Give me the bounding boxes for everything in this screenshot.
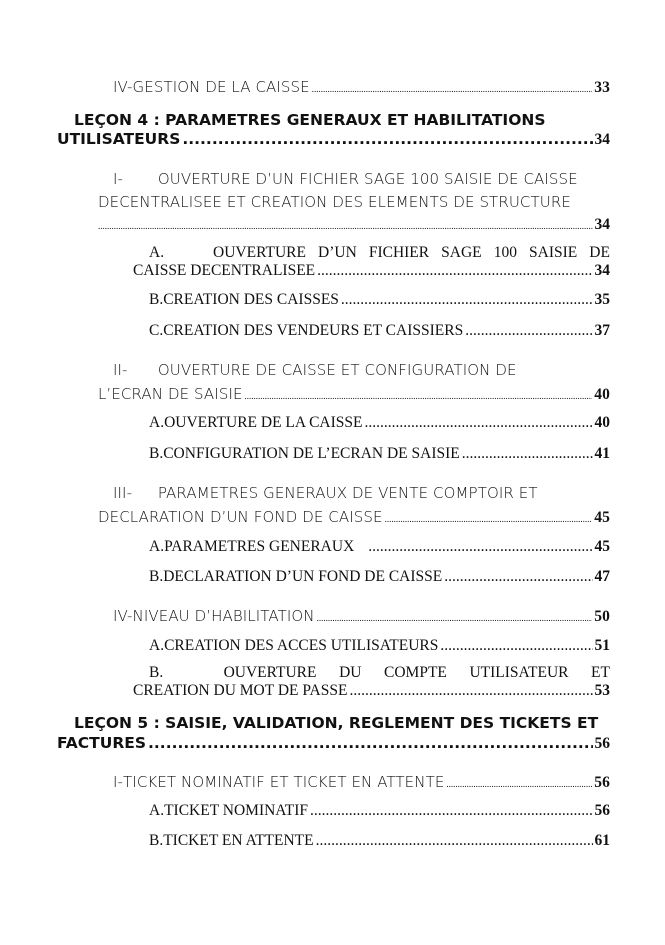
dot-leader [310,802,592,820]
toc-entry-page: 34 [594,131,610,148]
toc-subentry[interactable] [149,832,610,850]
toc-entry-page: 45 [594,538,610,555]
toc-entry-number: A. [149,414,165,431]
dot-leader [148,734,592,752]
toc-entry-number: A. [149,244,165,261]
word: OUVERTURE [223,664,317,681]
toc-subentry[interactable] [149,322,610,340]
toc-entry-page: 35 [594,291,610,308]
toc-entry-title: CONFIGURATION DE L’ECRAN DE SAISIE [163,445,460,462]
toc-entry-title-line1: PARAMETRES GENERAUX DE VENTE COMPTOIR ET [157,484,538,502]
toc-section-heading[interactable] [113,361,517,379]
toc-subentry[interactable] [149,414,610,432]
toc-entry-title: TICKET NOMINATIF [164,802,309,819]
toc-entry-title: OUVERTURE DE LA CAISSE [164,414,363,431]
toc-entry-number: A. [149,802,165,819]
toc-entry-page: 56 [594,774,610,791]
toc-entry-number: B. [149,445,164,462]
toc-entry-page: 33 [594,79,610,96]
toc-lesson-heading[interactable] [74,111,546,129]
toc-entry-number: III- [113,484,133,502]
toc-entry-number: IV- [113,78,133,96]
toc-lesson-title-line2: FACTURES [57,734,147,752]
dot-leader [341,291,593,309]
toc-section-heading-line2 [98,508,610,527]
toc-entry-title: CREATION DES VENDEURS ET CAISSIERS [163,322,464,339]
word: OUVERTURE [213,244,306,261]
toc-entry[interactable] [113,78,610,97]
toc-subentry-line1 [149,666,610,680]
toc-entry-page: 53 [594,682,610,699]
dot-leader [365,414,593,432]
toc-section-heading-line2 [98,385,610,404]
toc-lesson-title-line1: LEÇON 5 : SAISIE, VALIDATION, REGLEMENT DES TICKETS ET [74,714,599,732]
toc-entry-title-line2: DECLARATION D’UN FOND DE CAISSE [98,508,383,526]
toc-entry-number: I- [113,170,124,188]
dot-leader [465,322,592,340]
toc-entry-number: B. [149,664,164,681]
toc-entry-title-line2: DECENTRALISEE ET CREATION DES ELEMENTS DE STRUCTURE [98,193,571,211]
dot-leader [444,568,592,586]
toc-entry-number: II- [113,361,128,379]
dot-leader [349,682,592,700]
word: SAISIE [529,244,578,261]
toc-lesson-heading-line2[interactable] [57,734,610,753]
toc-entry-page: 47 [594,568,610,585]
toc-section-heading[interactable] [113,170,578,188]
toc-entry-title: CREATION DES ACCES UTILISATEURS [164,637,439,654]
toc-entry-page: 37 [594,322,610,339]
toc-subentry[interactable] [149,538,610,556]
dot-leader [316,832,593,850]
toc-leader-row[interactable] [98,216,610,234]
toc-subentry[interactable] [149,637,610,655]
toc-subentry[interactable] [149,568,610,586]
toc-entry-title: NIVEAU D’HABILITATION [132,607,315,625]
toc-lesson-title-line1: LEÇON 4 : PARAMETRES GENERAUX ET HABILITATIONS [74,111,546,129]
word: FICHIER [368,244,430,261]
toc-entry-title: TICKET EN ATTENTE [163,832,314,849]
toc-subentry[interactable] [149,666,610,680]
toc-entry-number: C. [149,322,164,339]
toc-section-heading[interactable] [113,773,610,792]
word: DU [339,664,362,681]
toc-entry-number: B. [149,291,164,308]
toc-entry-title: CREATION DES CAISSES [163,291,339,308]
toc-subentry[interactable] [149,802,610,820]
dot-leader [462,445,593,463]
dot-leader [446,779,592,789]
word: SAGE [441,244,482,261]
toc-entry-page: 50 [594,608,610,625]
dot-leader [98,221,593,231]
toc-entry-number: A. [149,637,165,654]
dot-leader [317,613,593,623]
toc-entry-title-line2: CAISSE DECENTRALISEE [133,262,316,279]
toc-entry-title: PARAMETRES GENERAUX [164,538,355,555]
word: UTILISATEUR [469,664,569,681]
word: D’UN [318,244,357,261]
toc-section-heading-line2 [98,193,571,211]
word: ET [591,664,610,681]
toc-entry-number: IV- [113,607,133,625]
toc-entry-page: 51 [594,637,610,654]
word: DE [589,244,610,261]
dot-leader [385,514,593,524]
toc-entry-page: 40 [594,386,610,403]
toc-entry-title-line1: OUVERTURE DE CAISSE ET CONFIGURATION DE [157,361,517,379]
toc-entry-title: GESTION DE LA CAISSE [132,78,310,96]
toc-subentry[interactable] [149,246,610,260]
toc-section-heading[interactable] [113,484,538,502]
word: 100 [493,244,517,261]
toc-entry-number: B. [149,568,164,585]
toc-entry-title: DECLARATION D’UN FOND DE CAISSE [163,568,443,585]
dot-leader [317,262,592,280]
toc-entry-number: B. [149,832,164,849]
toc-entry-page: 61 [594,832,610,849]
toc-entry-page: 34 [594,262,610,279]
toc-lesson-title-line2: UTILISATEURS [57,130,181,148]
toc-section-heading[interactable] [113,607,610,626]
word: COMPTE [384,664,447,681]
toc-entry-page: 41 [594,445,610,462]
toc-subentry-line1 [149,246,610,260]
toc-entry-title-line2: CREATION DU MOT DE PASSE [133,682,348,699]
toc-entry-title-line2: L’ECRAN DE SAISIE [98,385,243,403]
toc-entry-page: 40 [594,414,610,431]
dot-leader [182,130,592,148]
toc-entry-page: 56 [594,735,610,752]
toc-lesson-heading-line2[interactable] [57,130,610,149]
dot-leader [368,538,592,556]
toc-entry-title: TICKET NOMINATIF ET TICKET EN ATTENTE [123,773,445,791]
toc-subentry-line2 [133,682,610,700]
toc-entry-page: 34 [594,216,610,233]
toc-entry-number: I- [113,773,124,791]
toc-entry-page: 56 [594,802,610,819]
toc-entry-number: A. [149,538,165,555]
toc-lesson-heading[interactable] [74,714,598,732]
toc-subentry[interactable] [149,445,610,463]
toc-subentry-line2 [133,262,610,280]
toc-subentry[interactable] [149,291,610,309]
toc-entry-title-line1: OUVERTURE D’UN FICHIER SAGE 100 SAISIE DE CAISSE [157,170,578,188]
dot-leader [440,637,592,655]
dot-leader [312,84,593,94]
toc-entry-page: 45 [594,509,610,526]
dot-leader [245,391,593,401]
